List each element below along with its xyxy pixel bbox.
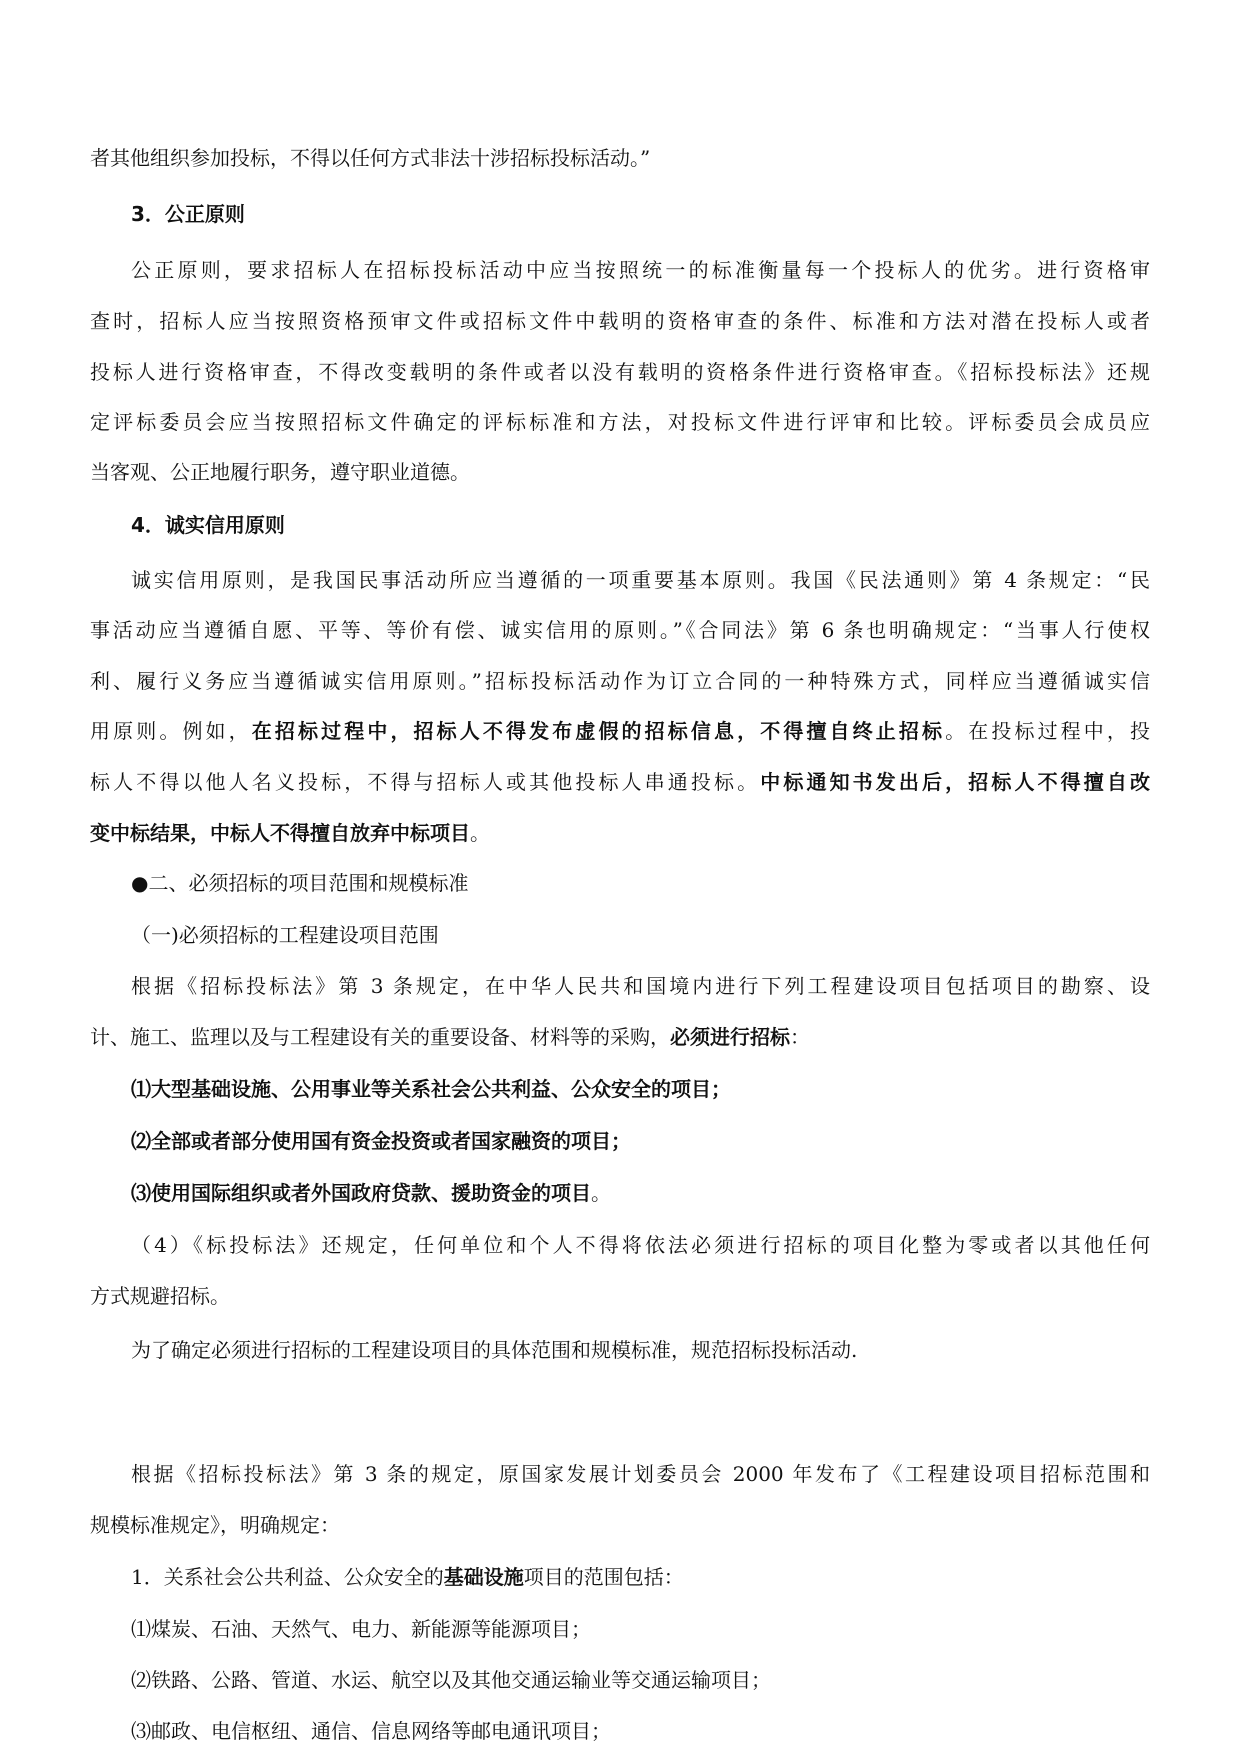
text-line [90, 1023, 1150, 1051]
text-run: 为了确定必须进行招标的工程建设项目的具体范围和规模标准，规范招标投标活动. [131, 1338, 858, 1362]
text-line [131, 1615, 1150, 1643]
text-run: 。在投标过程中，投 [945, 719, 1150, 743]
text-run: ： [790, 1025, 810, 1049]
text-line [90, 616, 1150, 644]
text-line [90, 717, 1150, 745]
text-line [90, 667, 1150, 695]
text-run: 当客观、公正地履行职务，遵守职业道德。 [90, 460, 470, 484]
text-line [131, 1075, 1150, 1103]
section-heading [131, 200, 1150, 228]
text-line [131, 869, 1150, 897]
text-line [90, 1511, 1150, 1539]
text-run: 1．关系社会公共利益、公众安全的 [131, 1565, 444, 1589]
text-run: 根据《招标投标法》第 3 条规定，在中华人民共和国境内进行下列工程建设项目包括项目的勘察、设 [131, 974, 1150, 998]
bold-text: 基础设施 [443, 1565, 524, 1589]
text-line [131, 1717, 1150, 1745]
text-line [131, 1666, 1150, 1694]
text-run: 根据《招标投标法》第 3 条的规定，原国家发展计划委员会 2000 年发布了《工程建设项目招标范围和 [131, 1462, 1150, 1486]
section-heading [131, 511, 1150, 539]
text-run: ⑶邮政、电信枢纽、通信、信息网络等邮电通讯项目； [131, 1719, 611, 1743]
text-line [131, 1563, 1150, 1591]
text-line [131, 1179, 1150, 1207]
text-run: ⑴煤炭、石油、天然气、电力、新能源等能源项目； [131, 1617, 591, 1641]
bold-text: ⑶使用国际组织或者外国政府贷款、援助资金的项目 [131, 1181, 591, 1205]
text-run: 查时，招标人应当按照资格预审文件或招标文件中载明的资格审查的条件、标准和方法对潜在投标人或者 [90, 309, 1150, 333]
text-line [131, 921, 1150, 949]
bold-text: 3．公正原则 [131, 202, 245, 226]
text-line [90, 408, 1150, 436]
text-line [90, 307, 1150, 335]
text-line [131, 1127, 1150, 1155]
text-run: 计、施工、监理以及与工程建设有关的重要设备、材料等的采购， [90, 1025, 670, 1049]
text-run: 诚实信用原则，是我国民事活动所应当遵循的一项重要基本原则。我国《民法通则》第 4 条规定：“民 [131, 568, 1150, 592]
text-line [131, 1336, 1150, 1364]
text-line [90, 819, 1150, 847]
text-run: 标人不得以他人名义投标，不得与招标人或其他投标人串通投标。 [90, 770, 761, 794]
text-line [131, 972, 1150, 1000]
text-run: 定评标委员会应当按照招标文件确定的评标标准和方法，对投标文件进行评审和比较。评标委员会成员应 [90, 410, 1150, 434]
text-line [131, 256, 1150, 284]
text-run: （一)必须招标的工程建设项目范围 [131, 923, 439, 947]
text-line [90, 358, 1150, 386]
text-line [90, 144, 1150, 172]
text-run: 规模标准规定》，明确规定： [90, 1513, 340, 1537]
text-run: ●二、必须招标的项目范围和规模标准 [131, 871, 469, 895]
text-run: 公正原则，要求招标人在招标投标活动中应当按照统一的标准衡量每一个投标人的优劣。进行资格审 [131, 258, 1150, 282]
bold-text: 变中标结果，中标人不得擅自放弃中标项目 [90, 821, 470, 845]
text-run: 事活动应当遵循自愿、平等、等价有偿、诚实信用的原则。”《合同法》第 6 条也明确规定：“当事人行使权 [90, 618, 1150, 642]
text-run: 。 [591, 1181, 611, 1205]
text-run: 方式规避招标。 [90, 1284, 230, 1308]
bold-text: 必须进行招标 [670, 1025, 790, 1049]
text-run: 项目的范围包括： [523, 1565, 684, 1589]
text-run: 投标人进行资格审查，不得改变载明的条件或者以没有载明的资格条件进行资格审查。《招标投标法》还规 [90, 360, 1150, 384]
text-run: （4）《标投标法》还规定，任何单位和个人不得将依法必须进行招标的项目化整为零或者以其他任何 [131, 1233, 1150, 1257]
text-run: 者其他组织参加投标，不得以任何方式非法十涉招标投标活动。” [90, 146, 651, 170]
text-line [131, 1460, 1150, 1488]
bold-text: ⑴大型基础设施、公用事业等关系社会公共利益、公众安全的项目； [131, 1077, 731, 1101]
text-run: 用原则。例如， [90, 719, 252, 743]
text-run: 利、履行义务应当遵循诚实信用原则。”招标投标活动作为订立合同的一种特殊方式，同样应当遵循诚实信 [90, 669, 1150, 693]
bold-text: 4．诚实信用原则 [131, 513, 285, 537]
text-line [131, 1231, 1150, 1259]
text-run: ⑵铁路、公路、管道、水运、航空以及其他交通运输业等交通运输项目； [131, 1668, 771, 1692]
text-line [90, 1282, 1150, 1310]
bold-text: 在招标过程中，招标人不得发布虚假的招标信息，不得擅自终止招标 [251, 719, 946, 743]
text-line [131, 566, 1150, 594]
text-line [90, 768, 1150, 796]
bold-text: 中标通知书发出后，招标人不得擅自改 [760, 770, 1150, 794]
bold-text: ⑵全部或者部分使用国有资金投资或者国家融资的项目； [131, 1129, 631, 1153]
text-line [90, 458, 1150, 486]
text-run: 。 [470, 821, 490, 845]
